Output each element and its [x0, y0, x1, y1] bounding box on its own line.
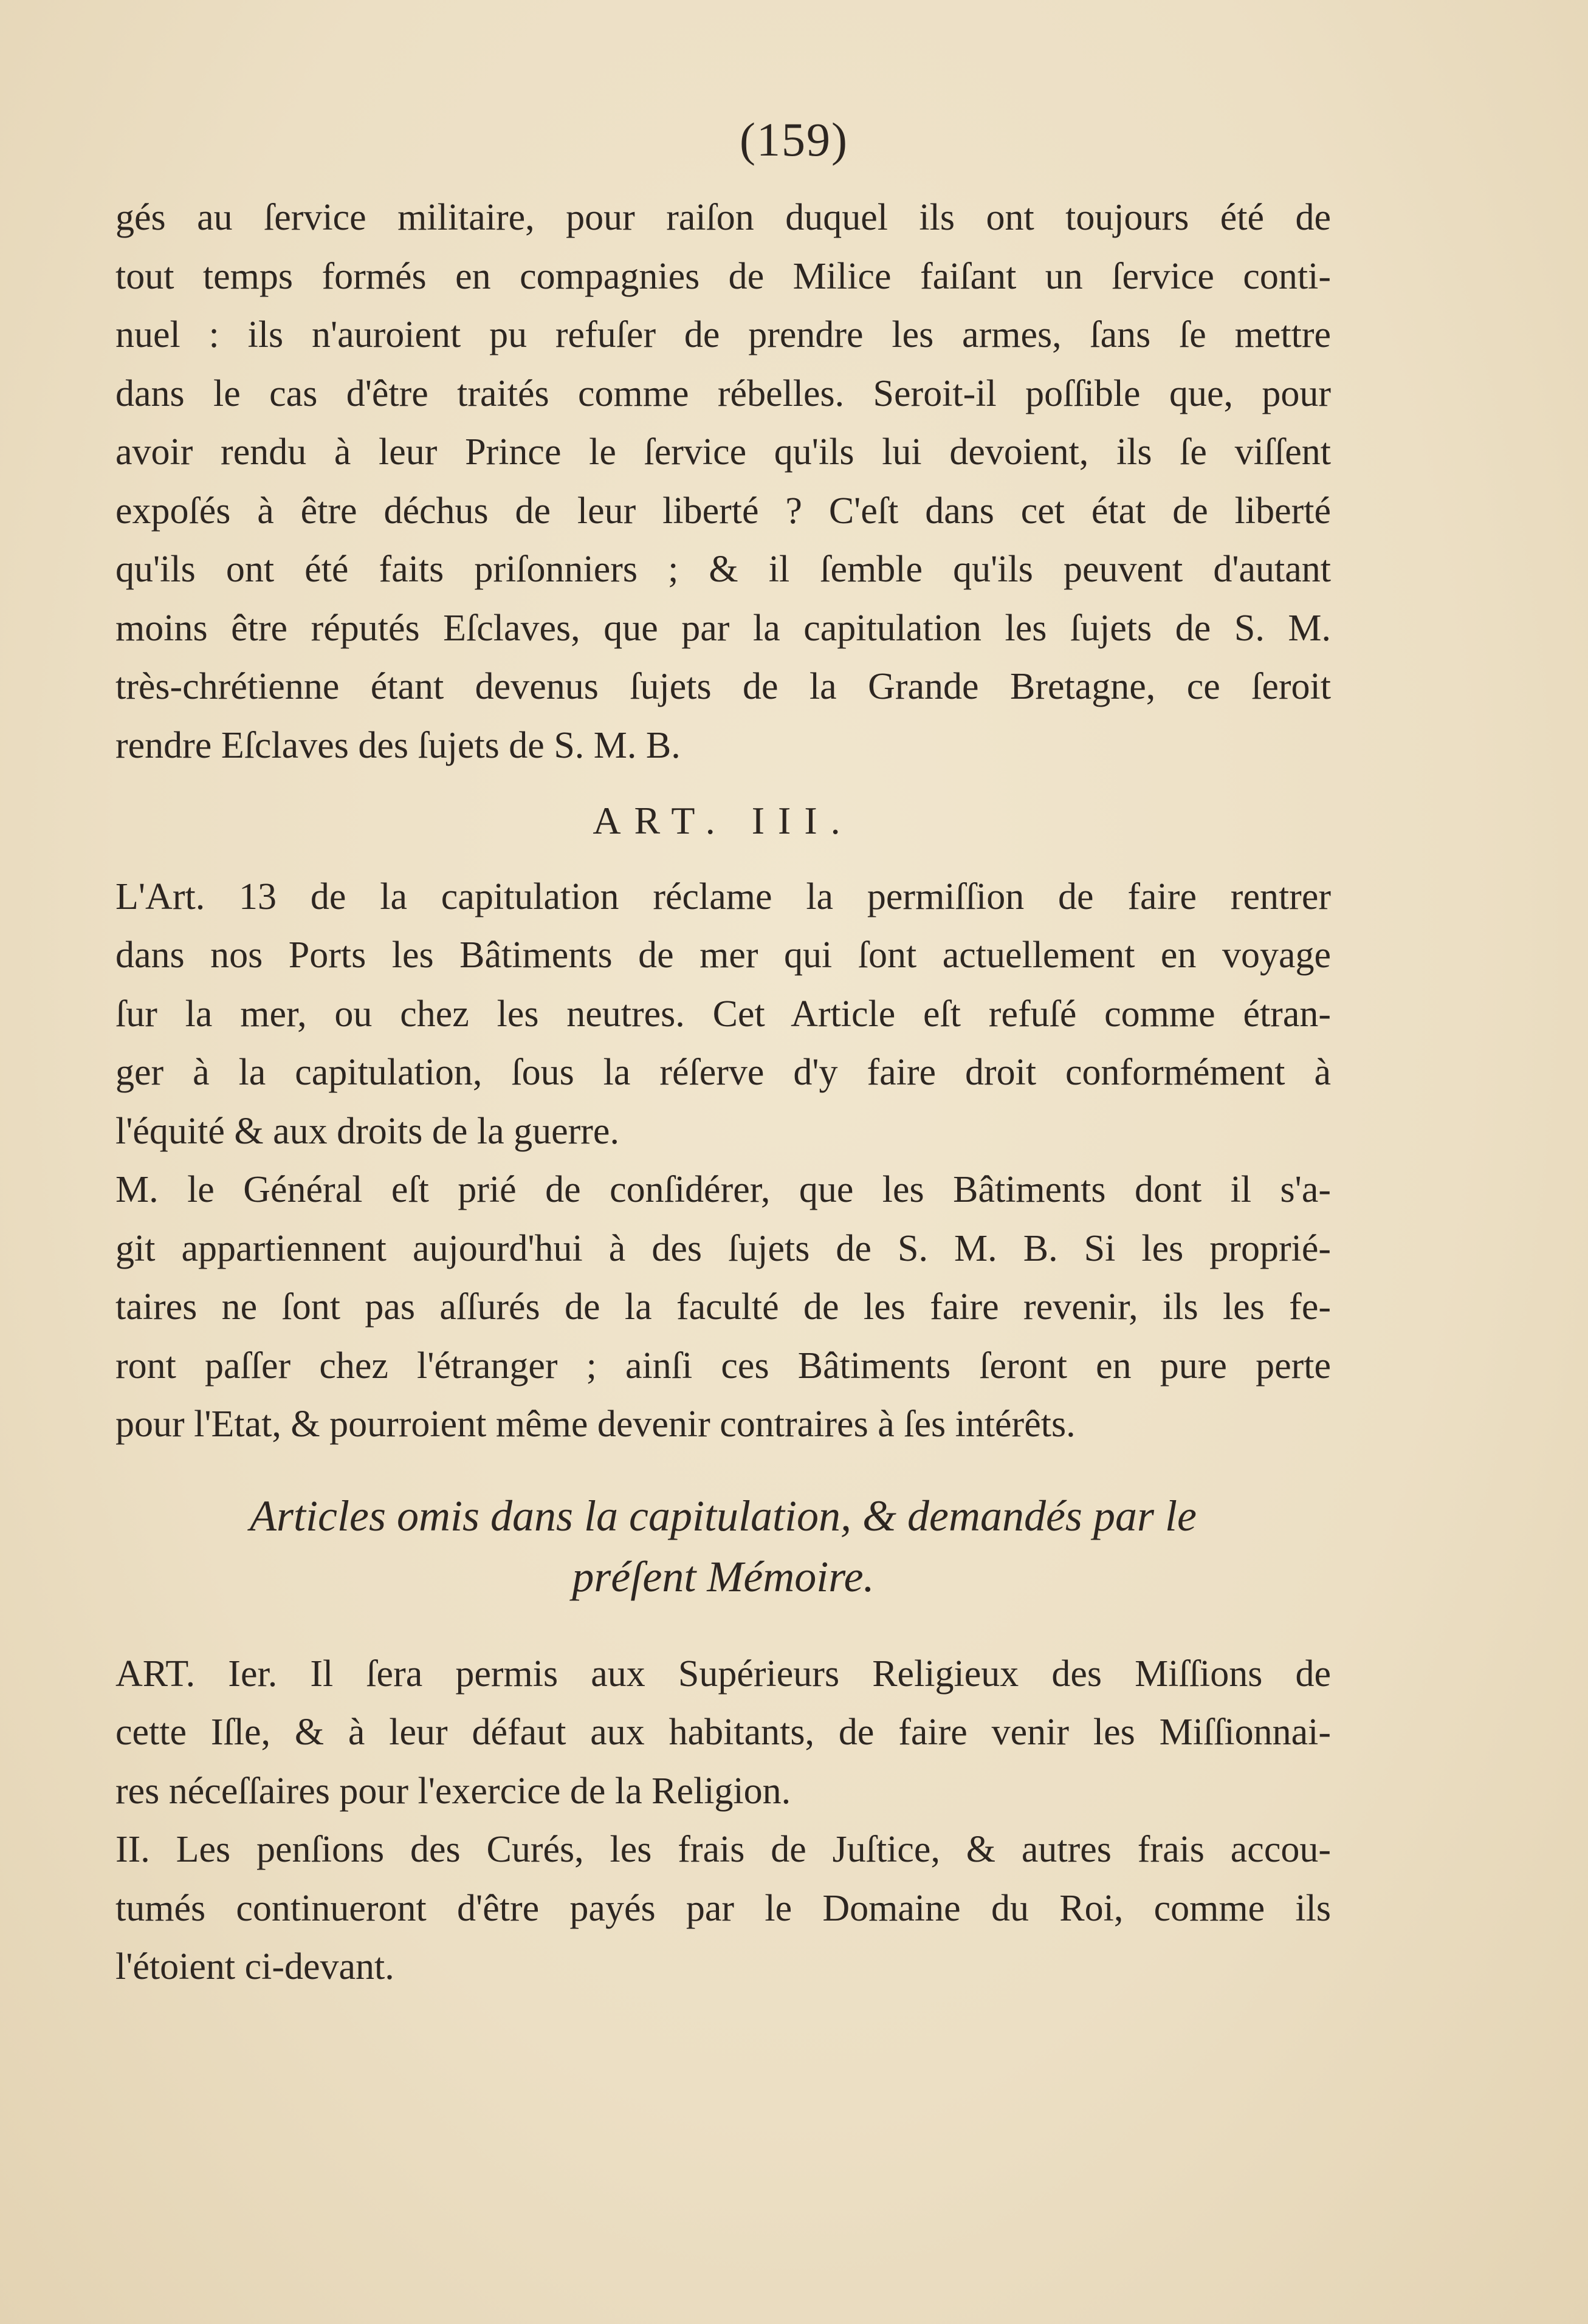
text-line: qu'ils ont été faits priſonniers ; & il ſemble qu'ils peuvent d'autant — [115, 549, 1331, 590]
text-line: M. le Général eſt prié de conſidérer, que les Bâtiments dont il s'a- — [115, 1169, 1331, 1210]
text-line: pour l'Etat, & pourroient même devenir contraires à ſes intérêts. — [115, 1404, 1076, 1445]
paragraph-4 — [115, 1645, 1331, 1821]
text-line: git appartiennent aujourd'hui à des ſujets de S. M. B. Si les proprié- — [115, 1227, 1331, 1269]
text-line: l'étoient ci-devant. — [115, 1946, 394, 1987]
text-line: dans le cas d'être traités comme rébelles. Seroit-il poſſible que, pour — [115, 372, 1331, 414]
page-number: (159) — [740, 113, 848, 166]
body-text — [115, 188, 1331, 1997]
text-line: cette Iſle, & à leur défaut aux habitants, de faire venir les Miſſionnai- — [115, 1712, 1331, 1753]
text-line: tout temps formés en compagnies de Milice faiſant un ſervice conti- — [115, 255, 1331, 297]
text-line: taires ne ſont pas aſſurés de la faculté de les faire revenir, ils les fe- — [115, 1286, 1331, 1328]
text-line: très-chrétienne étant devenus ſujets de la Grande Bretagne, ce ſeroit — [115, 666, 1331, 707]
text-line: rendre Eſclaves des ſujets de S. M. B. — [115, 724, 681, 766]
paragraph-3 — [115, 1160, 1331, 1454]
text-line: dans nos Ports les Bâtiments de mer qui ſont actuellement en voyage — [115, 934, 1331, 976]
text-line: l'équité & aux droits de la guerre. — [115, 1110, 619, 1152]
text-line: res néceſſaires pour l'exercice de la Religion. — [115, 1770, 791, 1812]
text-line: nuel : ils n'auroient pu refuſer de prendre les armes, ſans ſe mettre — [115, 314, 1331, 355]
text-line: gés au ſervice militaire, pour raiſon duquel ils ont toujours été de — [115, 197, 1331, 238]
text-line: II. Les penſions des Curés, les frais de Juſtice, & autres frais accou- — [115, 1829, 1331, 1870]
text-line: tumés continueront d'être payés par le Domaine du Roi, comme ils — [115, 1887, 1331, 1929]
text-line: ART. Ier. Il ſera permis aux Supérieurs Religieux des Miſſions de — [115, 1653, 1331, 1695]
text-line: L'Art. 13 de la capitulation réclame la permiſſion de faire rentrer — [115, 876, 1331, 917]
text-line: expoſés à être déchus de leur liberté ? C'eſt dans cet état de liberté — [115, 490, 1331, 532]
text-line: ſur la mer, ou chez les neutres. Cet Article eſt refuſé comme étran- — [115, 993, 1331, 1035]
article-heading: ART. III. — [593, 799, 854, 842]
section-title-line: préſent Mémoire. — [572, 1552, 875, 1601]
text-line: ront paſſer chez l'étranger ; ainſi ces Bâtiments ſeront en pure perte — [115, 1345, 1331, 1387]
text-line: ger à la capitulation, ſous la réſerve d'y faire droit conformément à — [115, 1052, 1331, 1093]
text-line: moins être réputés Eſclaves, que par la capitulation les ſujets de S. M. — [115, 607, 1331, 649]
section-title — [115, 1486, 1331, 1607]
section-title-line: Articles omis dans la capitulation, & demandés par le — [250, 1491, 1197, 1540]
paragraph-2 — [115, 868, 1331, 1161]
text-line: avoir rendu à leur Prince le ſervice qu'ils lui devoient, ils ſe viſſent — [115, 431, 1331, 473]
paragraph-5 — [115, 1820, 1331, 1997]
paragraph-1 — [115, 188, 1331, 775]
